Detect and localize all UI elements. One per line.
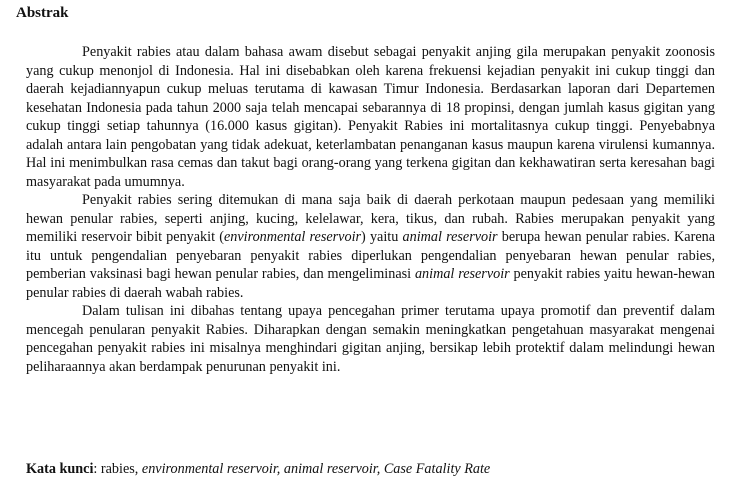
section-heading: Abstrak [16,5,69,21]
keywords-label: Kata kunci [26,461,94,477]
keyword: environmental reservoir [141,461,277,477]
italic-term: animal reservoir [402,229,498,245]
paragraph-text: penyakit rabies yaitu hewan-hewan penular rabies di daerah wabah rabies. [26,266,715,301]
paragraph-1 [26,43,715,191]
keyword-comma: , [134,461,142,477]
paragraph-text: Dalam tulisan ini dibahas tentang upaya pencegahan primer terutama upaya promotif dan preventif dalam mencegah penularan penyakit Rabies. Diharapkan dengan semakin meningkatkan pengetahuan masyarakat mengenai pencegahan penyakit rabies ini misalnya menghindari gigitan anjing, bersikap lebih protektif dalam melindungi hewan peliharaannya akan berdampak penurunan penyakit ini. [26,303,715,375]
paragraph-3 [26,302,715,376]
paragraph-text: berupa hewan penular rabies. Karena itu untuk pengendalian penyebaran penyakit rabies diperlukan pengendalian penyebaran hewan penular rabies, pemberian vaksinasi bagi hewan penular rabies, dan mengeliminasi [26,229,716,282]
keywords-separator: : [93,461,101,477]
italic-term: animal reservoir [414,266,510,282]
paragraph-text: Penyakit rabies atau dalam bahasa awam disebut sebagai penyakit anjing gila merupakan penyakit zoonosis yang cukup menonjol di Indonesia. Hal ini disebabkan oleh karena frekuensi kejadian penyakit ini cukup tinggi dan daerah kejadiannyapun cukup meluas terutama di kawasan Timur Indonesia. Berdasarkan laporan dari Departemen kesehatan Indonesia pada tahun 2000 saja telah mencapai sebarannya di 18 propinsi, dengan jumlah kasus gigitan yang cukup tinggi setiap tahunnya (16.000 kasus gigitan). Penyakit Rabies ini mortalitasnya cukup tinggi. Penyebabnya adalah antara lain pengobatan yang tidak adekuat, keterlambatan penanganan kasus maupun karena virulensi kumannya. Hal ini menimbulkan rasa cemas dan takut bagi orang-orang yang terkena gigitan dan kekhawatiran serta keresahan bagi masyarakat pada umumnya. [26,44,715,190]
keyword: rabies [100,461,135,477]
abstract-body [26,43,715,376]
paragraph-text: ) yaitu [361,229,403,245]
paragraph-2 [26,191,715,302]
keyword-comma: , [376,461,384,477]
keyword-comma: , [276,461,284,477]
paragraph-text: Penyakit rabies sering ditemukan di mana saja baik di daerah perkotaan maupun pedesaan yang memiliki hewan penular rabies, seperti anjing, kucing, kelelawar, kera, tikus, dan rubah. Rabies merupakan penyakit yang memiliki reservoir bibit penyakit ( [26,192,715,245]
keywords-line [26,460,726,479]
keyword: animal reservoir [283,461,377,477]
keyword: Case Fatality Rate [383,461,491,477]
italic-term: environmental reservoir [223,229,362,245]
